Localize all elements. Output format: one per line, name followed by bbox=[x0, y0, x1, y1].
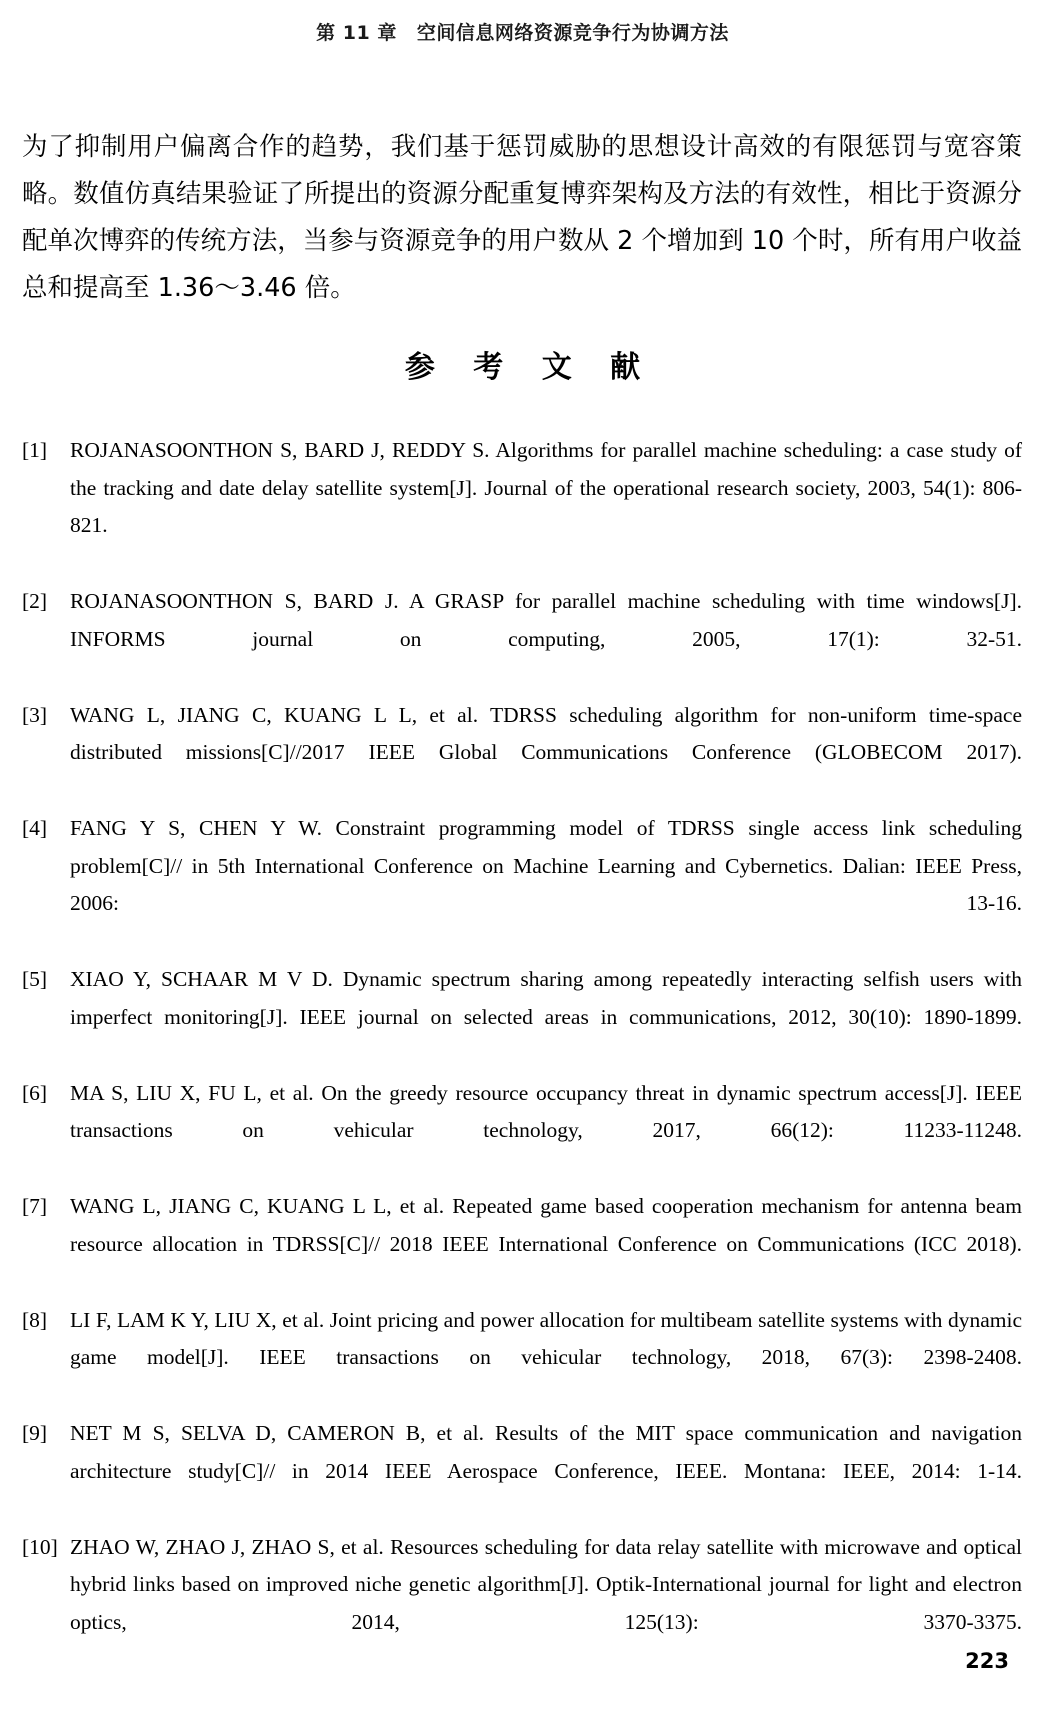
reference-text: ROJANASOONTHON S, BARD J, REDDY S. Algorithms for parallel machine scheduling: a case study of the tracking and date delay satellite system[J]. Journal of the operational research society, 2003, 54(1): 806-821. bbox=[70, 438, 1022, 537]
reference-number: [5] bbox=[22, 967, 48, 991]
reference-number: [6] bbox=[22, 1080, 48, 1105]
reference-number: [7] bbox=[22, 1194, 48, 1218]
list-item bbox=[22, 1075, 1022, 1188]
list-item bbox=[22, 583, 1022, 696]
reference-text: WANG L, JIANG C, KUANG L L, et al. Repeated game based cooperation mechanism for antenna beam resource allocation in TDRSS[C]// 2018 IEEE International Conference on Communications (ICC 2018). bbox=[70, 1194, 1022, 1256]
list-item bbox=[22, 1188, 1022, 1301]
reference-text: WANG L, JIANG C, KUANG L L, et al. TDRSS scheduling algorithm for non-uniform time-space distributed missions[C]//2017 IEEE Global Communications Conference (GLOBECOM 2017). bbox=[70, 702, 1022, 764]
reference-text: ZHAO W, ZHAO J, ZHAO S, et al. Resources scheduling for data relay satellite with microwave and optical hybrid links based on improved niche genetic algorithm[J]. Optik-International journal for light and electron optics, 2014, 125(13): 3370-3375. bbox=[70, 1534, 1022, 1634]
running-head-chapter-title: 空间信息网络资源竞争行为协调方法 bbox=[416, 22, 729, 44]
reference-number: [9] bbox=[22, 1421, 48, 1445]
body-paragraph: 为了抑制用户偏离合作的趋势，我们基于惩罚威胁的思想设计高效的有限惩罚与宽容策略。数值仿真结果验证了所提出的资源分配重复博弈架构及方法的有效性，相比于资源分配单次博弈的传统方法，当参与资源竞争的用户数从 2 个增加到 10 个时，所有用户收益总和提高至 1.36～3.46 倍。 bbox=[22, 132, 1022, 303]
list-item bbox=[22, 961, 1022, 1074]
reference-number: [10] bbox=[22, 1534, 58, 1559]
reference-number: [3] bbox=[22, 702, 48, 727]
page-number: 223 bbox=[965, 1649, 1009, 1673]
running-head bbox=[0, 18, 1045, 45]
list-item bbox=[22, 1302, 1022, 1415]
references-heading: 参 考 文 献 bbox=[404, 350, 655, 385]
reference-text: MA S, LIU X, FU L, et al. On the greedy resource occupancy threat in dynamic spectrum access[J]. IEEE transactions on vehicular technology, 2017, 66(12): 11233-11248. bbox=[70, 1080, 1022, 1142]
reference-number: [1] bbox=[22, 438, 48, 462]
reference-text: XIAO Y, SCHAAR M V D. Dynamic spectrum sharing among repeatedly interacting selfish users with imperfect monitoring[J]. IEEE journal on selected areas in communications, 2012, 30(10): 1890-1899. bbox=[70, 967, 1022, 1029]
reference-number: [4] bbox=[22, 816, 48, 840]
running-head-chapter-number: 第 11 章 bbox=[316, 22, 397, 44]
list-item bbox=[22, 697, 1022, 810]
reference-text: ROJANASOONTHON S, BARD J. A GRASP for parallel machine scheduling with time windows[J]. INFORMS journal on computing, 2005, 17(1): 32-51. bbox=[70, 589, 1022, 651]
list-item bbox=[22, 810, 1022, 960]
list-item bbox=[22, 1415, 1022, 1528]
reference-text: LI F, LAM K Y, LIU X, et al. Joint pricing and power allocation for multibeam satellite systems with dynamic game model[J]. IEEE transactions on vehicular technology, 2018, 67(3): 2398-2408. bbox=[70, 1307, 1022, 1369]
list-item bbox=[22, 432, 1022, 582]
reference-list bbox=[22, 432, 1022, 1680]
reference-number: [8] bbox=[22, 1307, 48, 1332]
reference-text: FANG Y S, CHEN Y W. Constraint programming model of TDRSS single access link scheduling problem[C]// in 5th International Conference on Machine Learning and Cybernetics. Dalian: IEEE Press, 2006: 13-16. bbox=[70, 816, 1022, 915]
reference-number: [2] bbox=[22, 589, 48, 613]
reference-text: NET M S, SELVA D, CAMERON B, et al. Results of the MIT space communication and navigation architecture study[C]// in 2014 IEEE Aerospace Conference, IEEE. Montana: IEEE, 2014: 1-14. bbox=[70, 1421, 1022, 1483]
list-item bbox=[22, 1529, 1022, 1679]
